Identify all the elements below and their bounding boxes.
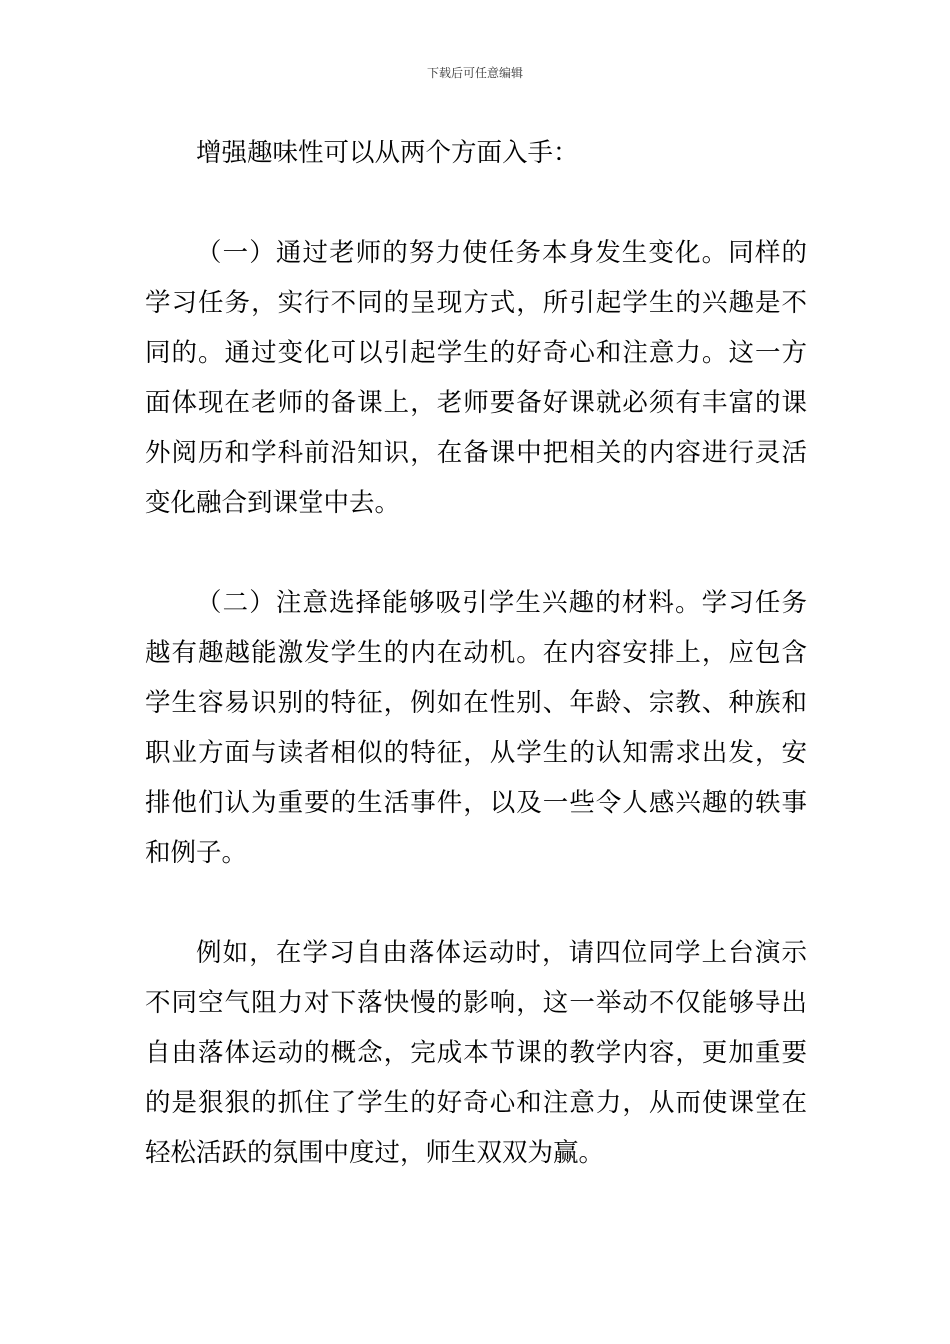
paragraph-point-one: （一）通过老师的努力使任务本身发生变化。同样的学习任务，实行不同的呈现方式，所引起学生的兴趣是不同的。通过变化可以引起学生的好奇心和注意力。这一方面体现在老师的备课上，老师要备好课就必须有丰富的课外阅历和学科前沿知识，在备课中把相关的内容进行灵活变化融合到课堂中去。 — [145, 238, 807, 518]
paragraph-point-two: （二）注意选择能够吸引学生兴趣的材料。学习任务越有趣越能激发学生的内在动机。在内容安排上，应包含学生容易识别的特征，例如在性别、年龄、宗教、种族和职业方面与读者相似的特征，从学生的认知需求出发，安排他们认为重要的生活事件，以及一些令人感兴趣的轶事和例子。 — [145, 588, 807, 868]
page-header: 下载后可任意编辑 — [426, 66, 523, 80]
document-body — [145, 128, 807, 1178]
paragraph-intro: 增强趣味性可以从两个方面入手： — [196, 138, 579, 168]
paragraph-example: 例如，在学习自由落体运动时，请四位同学上台演示不同空气阻力对下落快慢的影响，这一举动不仅能够导出自由落体运动的概念，完成本节课的教学内容，更加重要的是狠狠的抓住了学生的好奇心和注意力，从而使课堂在轻松活跃的氛围中度过，师生双双为赢。 — [145, 938, 807, 1168]
